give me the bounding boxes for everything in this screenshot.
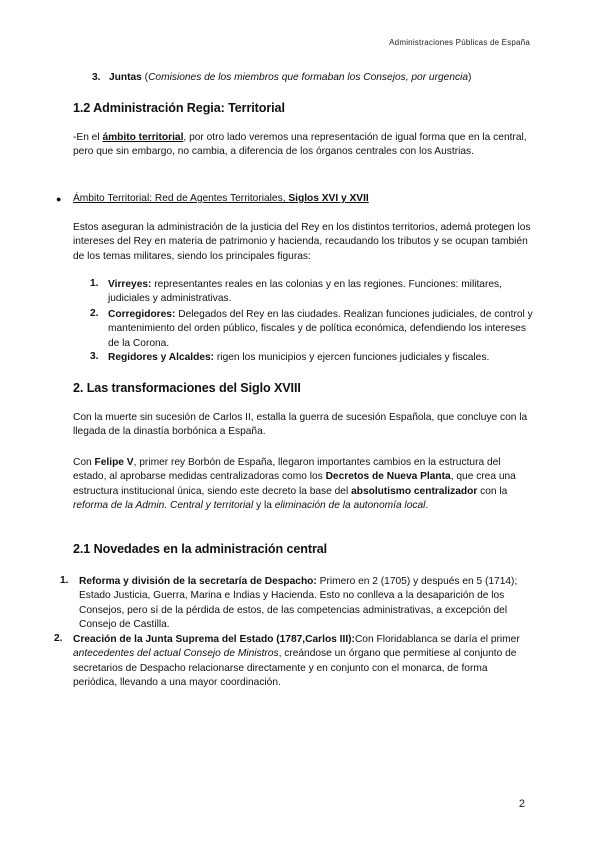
paren: ( xyxy=(141,72,149,83)
item-title: Creación de la Junta Suprema del Estado (1787,Carlos III): xyxy=(73,634,355,645)
bullet-text xyxy=(73,192,533,206)
item-body xyxy=(73,633,534,691)
item-number: 1. xyxy=(90,278,99,289)
text: con la xyxy=(477,485,508,497)
paragraph-succession: Con la muerte sin sucesión de Carlos II, estalla la guerra de sucesión Española, que concluye con la llegada de la dinastía borbónica a España. xyxy=(73,412,528,438)
item-title: Reforma y división de la secretaría de Despacho: xyxy=(79,576,317,587)
item-text: rigen los municipios y ejercen funciones judiciales y fiscales. xyxy=(214,352,490,363)
item-body xyxy=(108,278,533,307)
italic-term: reforma de la Admin. Central y territorial xyxy=(73,500,254,512)
bold-term: absolutismo centralizador xyxy=(351,485,478,497)
list-item xyxy=(54,633,534,693)
paragraph-intro: Estos aseguran la administración de la justicia del Rey en los distintos territorios, ademá protegen los intereses del Rey en materia de patrimonio y hacienda, recaudando los tributos y se ocupan también de los temas militares, siendo los principales figuras: xyxy=(73,222,531,262)
list-item xyxy=(73,351,533,367)
item-number: 1. xyxy=(60,575,69,586)
list-item xyxy=(73,308,533,351)
item-text: Delegados del Rey en las ciudades. Realizan funciones judiciales, de control y mantenimiento del orden público, fiscales y de política económica, defendiendo los intereses de la Corona. xyxy=(108,309,533,349)
item-body xyxy=(108,308,533,351)
list-item xyxy=(73,278,533,308)
item-description: Comisiones de los miembros que formaban los Consejos, por urgencia xyxy=(148,72,469,83)
bullet-dot: ● xyxy=(56,194,62,204)
text: . xyxy=(425,500,429,512)
page-number: 2 xyxy=(518,798,525,810)
italic-term: eliminación de la autonomía local xyxy=(274,500,426,512)
text: , que crea una estructura institucional única, siendo este decreto la base del xyxy=(73,471,516,497)
item-number: 3. xyxy=(90,351,99,362)
item-text: representantes reales en las colonias y en las regiones. Funciones: militares, judiciales y administrativas. xyxy=(108,279,502,305)
bold-term: Decretos de Nueva Planta xyxy=(325,471,451,483)
item-text: Primero en 2 (1705) y después en 5 (1714); Estado Justicia, Guerra, Marina e Indias y Hacienda. Esto no conlleva a la desaparición de los Consejos, pero sí de la pérdida de estos, de las competencias administrativas, a excepción del Consejo de Castilla. xyxy=(79,576,518,631)
item-title: Juntas xyxy=(109,72,142,83)
text: -En el xyxy=(73,132,103,143)
text: , por otro lado veremos una representación de igual forma que en la central, pero que sin embargo, no cambia, a diferencia de los órganos centrales con los Austrias. xyxy=(73,132,527,158)
section-heading-2-1: 2.1 Novedades en la administración central xyxy=(73,542,328,556)
item-title: Virreyes: xyxy=(108,279,152,290)
item-body xyxy=(108,351,538,365)
item-number: 3. xyxy=(92,72,101,83)
item-title: Regidores y Alcaldes: xyxy=(108,352,215,363)
section-heading-2: 2. Las transformaciones del Siglo XVIII xyxy=(73,381,301,395)
text: , primer rey Borbón de España, llegaron importantes cambios en la estructura del estado, al aprobarse medidas centralizadoras como los xyxy=(73,457,501,483)
item-number: 2. xyxy=(54,633,63,644)
bold-term: Felipe V xyxy=(94,457,134,468)
text: Con xyxy=(73,457,95,468)
item-body xyxy=(79,575,534,633)
figures-list xyxy=(73,278,533,367)
paren: ) xyxy=(468,72,472,83)
paragraph-felipe-v xyxy=(73,456,535,514)
item-text: Con Floridablanca se daría el primer xyxy=(354,634,520,645)
list-item xyxy=(54,575,534,633)
bold-term: ámbito territorial xyxy=(102,132,184,143)
paragraph-territorial xyxy=(73,131,533,160)
novedades-list xyxy=(54,575,534,693)
bullet-bold: Siglos XVI y XVII xyxy=(288,193,369,204)
item-number: 2. xyxy=(90,308,99,319)
item-title: Corregidores: xyxy=(108,309,176,320)
item-text: , creándose un órgano que permitiese al conjunto de secretarios de Despacho relacionarse directamente y en conjunto con el monarca, de forma periódica, llevando a una mayor coordinación. xyxy=(73,648,517,689)
text: y la xyxy=(253,500,275,512)
juntas-item xyxy=(92,71,532,85)
italic-term: antecedentes del actual Consejo de Ministros xyxy=(73,648,279,660)
section-heading-1-2: 1.2 Administración Regia: Territorial xyxy=(73,101,285,115)
running-header: Administraciones Públicas de España xyxy=(389,38,530,47)
bullet-label: Ámbito Territorial: Red de Agentes Territoriales, xyxy=(73,193,289,204)
